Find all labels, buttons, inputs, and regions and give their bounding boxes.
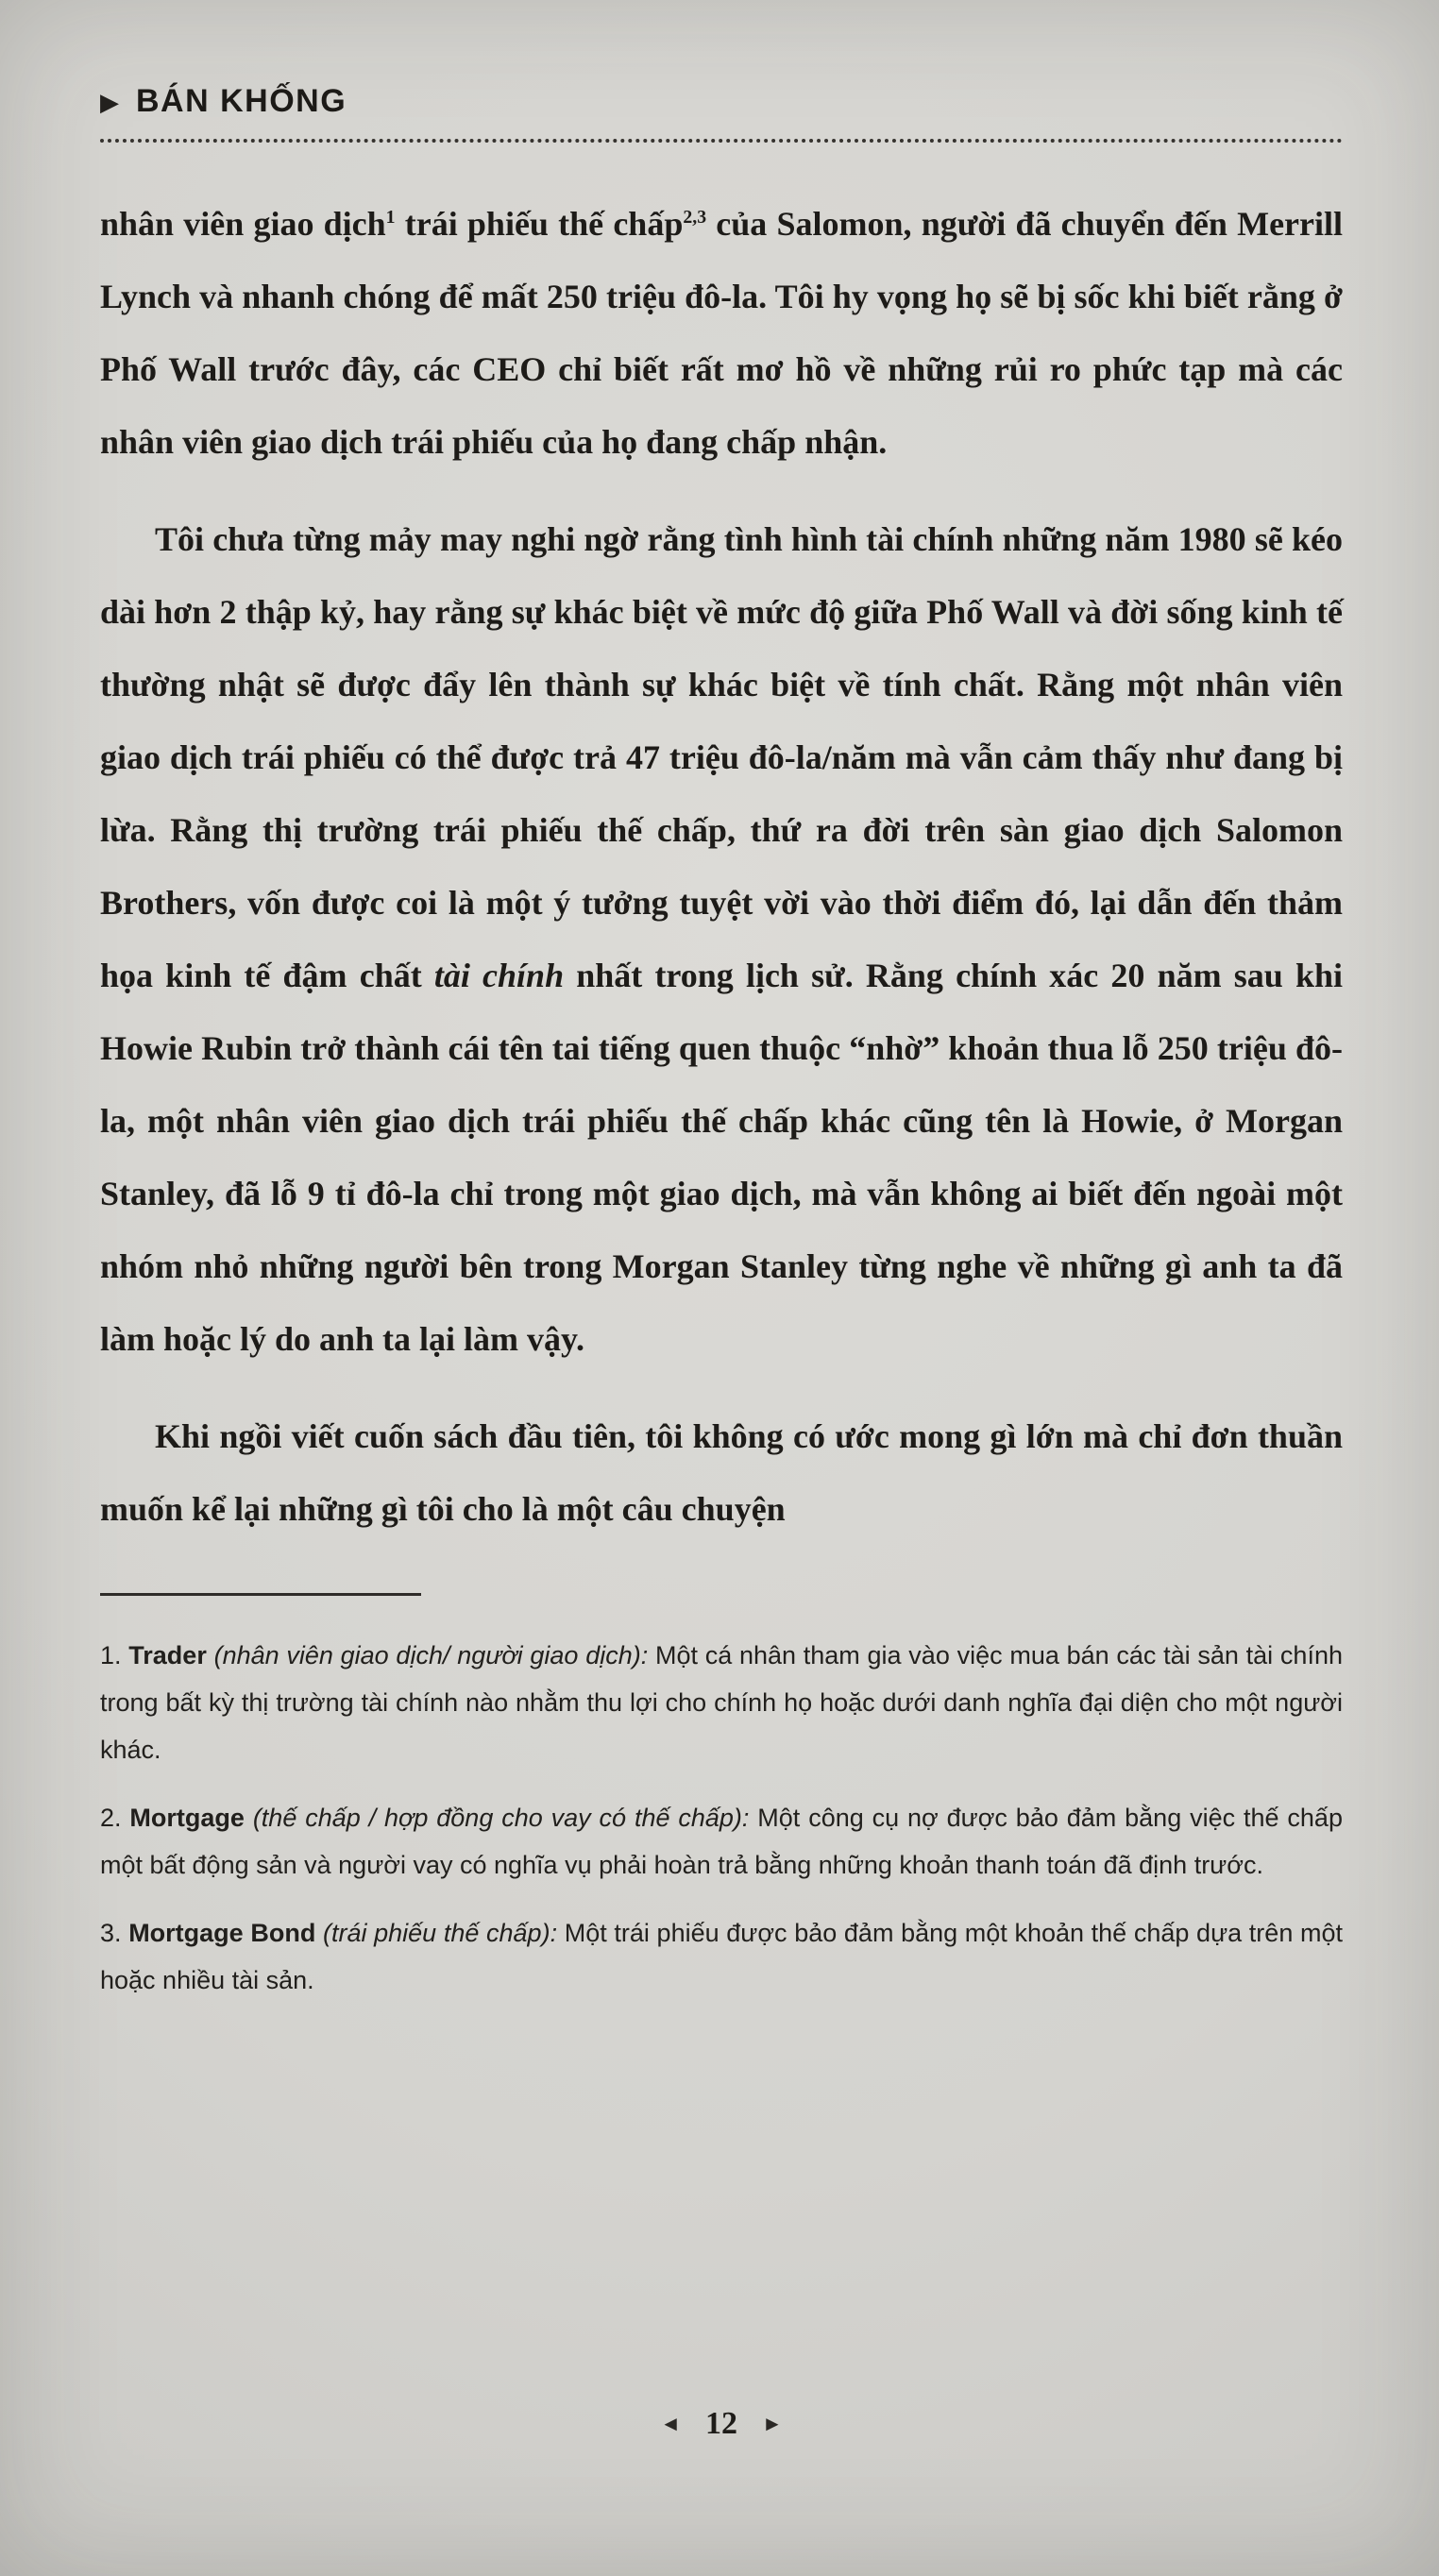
next-page-icon: ► [762, 2412, 783, 2435]
paragraph-2-text: Tôi chưa từng mảy may nghi ngờ rằng tình hình tài chính những năm 1980 sẽ kéo dài hơn 2 thập kỷ, hay rằng sự khác biệt về mức độ giữa Phố Wall và đời sống kinh tế thường nhật sẽ được đẩy lên thành sự khác biệt về tính chất. Rằng một nhân viên giao dịch trái phiếu có thể được trả 47 triệu đô-la/năm mà vẫn cảm thấy như đang bị lừa. Rằng thị trường trái phiếu thế chấp, thứ ra đời trên sàn giao dịch Salomon Brothers, vốn được coi là một ý tưởng tuyệt vời vào thời điểm đó, lại dẫn đến thảm họa kinh tế đậm chất [100, 520, 1343, 994]
footnote-text: Một cá nhân tham gia vào việc mua bán các tài sản tài chính trong bất kỳ thị trường tài chính nào nhằm thu lợi cho chính họ hoặc dưới danh nghĩa đại diện cho một người khác. [100, 1641, 1343, 1764]
footnote-text: Một công cụ nợ được bảo đảm bằng việc thế chấp một bất động sản và người vay có nghĩa vụ phải hoàn trả bằng những khoản thanh toán đã định trước. [100, 1804, 1343, 1879]
footnote-2 [100, 1794, 1343, 1889]
page-header [100, 83, 1343, 120]
footnote-gloss: (nhân viên giao dịch/ người giao dịch): [213, 1641, 649, 1669]
paragraph-3 [100, 1400, 1343, 1546]
footnote-term: Mortgage Bond [128, 1919, 316, 1947]
footnote-text: Một trái phiếu được bảo đảm bằng một khoản thế chấp dựa trên một hoặc nhiều tài sản. [100, 1919, 1343, 1994]
paragraph-1 [100, 188, 1343, 479]
dotted-divider [100, 139, 1343, 143]
page-number [100, 2406, 1343, 2442]
body-text [100, 188, 1343, 1546]
footnote-term: Mortgage [129, 1804, 245, 1832]
footnote-ref-2-3: 2,3 [683, 207, 707, 228]
paragraph-2-italic-phrase: tài chính [433, 957, 565, 994]
footnote-gloss: (trái phiếu thế chấp): [322, 1919, 558, 1947]
footnote-divider [100, 1593, 421, 1596]
footnote-number: 1. [100, 1641, 122, 1669]
footnote-number: 2. [100, 1804, 122, 1832]
footnote-gloss: (thế chấp / hợp đồng cho vay có thế chấp): [252, 1804, 750, 1832]
paragraph-2-text: nhất trong lịch sử. Rằng chính xác 20 năm sau khi Howie Rubin trở thành cái tên tai tiếng quen thuộc “nhờ” khoản thua lỗ 250 triệu đô-la, một nhân viên giao dịch trái phiếu thế chấp khác cũng tên là Howie, ở Morgan Stanley, đã lỗ 9 tỉ đô-la chỉ trong một giao dịch, mà vẫn không ai biết đến ngoài một nhóm nhỏ những người bên trong Morgan Stanley từng nghe về những gì anh ta đã làm hoặc lý do anh ta lại làm vậy. [100, 957, 1343, 1358]
paragraph-1-text: nhân viên giao dịch [100, 205, 386, 243]
footnote-number: 3. [100, 1919, 122, 1947]
footnote-ref-1: 1 [385, 207, 396, 228]
header-arrow-icon: ▶ [100, 88, 119, 116]
footnotes [100, 1632, 1343, 2025]
paragraph-3-text: Khi ngồi viết cuốn sách đầu tiên, tôi không có ước mong gì lớn mà chỉ đơn thuần muốn kể lại những gì tôi cho là một câu chuyện [100, 1417, 1343, 1528]
prev-page-icon: ◄ [660, 2412, 681, 2435]
footnote-3 [100, 1909, 1343, 2004]
paragraph-1-text: trái phiếu thế chấp [395, 205, 684, 243]
page-title: BÁN KHỐNG [136, 83, 347, 119]
footnote-term: Trader [128, 1641, 207, 1669]
footnote-1 [100, 1632, 1343, 1773]
paragraph-2 [100, 503, 1343, 1376]
paragraph-1-text: của Salomon, người đã chuyển đến Merrill Lynch và nhanh chóng để mất 250 triệu đô-la. Tôi hy vọng họ sẽ bị sốc khi biết rằng ở Phố Wall trước đây, các CEO chỉ biết rất mơ hồ về những rủi ro phức tạp mà các nhân viên giao dịch trái phiếu của họ đang chấp nhận. [100, 205, 1344, 461]
page-number-value: 12 [705, 2406, 737, 2441]
